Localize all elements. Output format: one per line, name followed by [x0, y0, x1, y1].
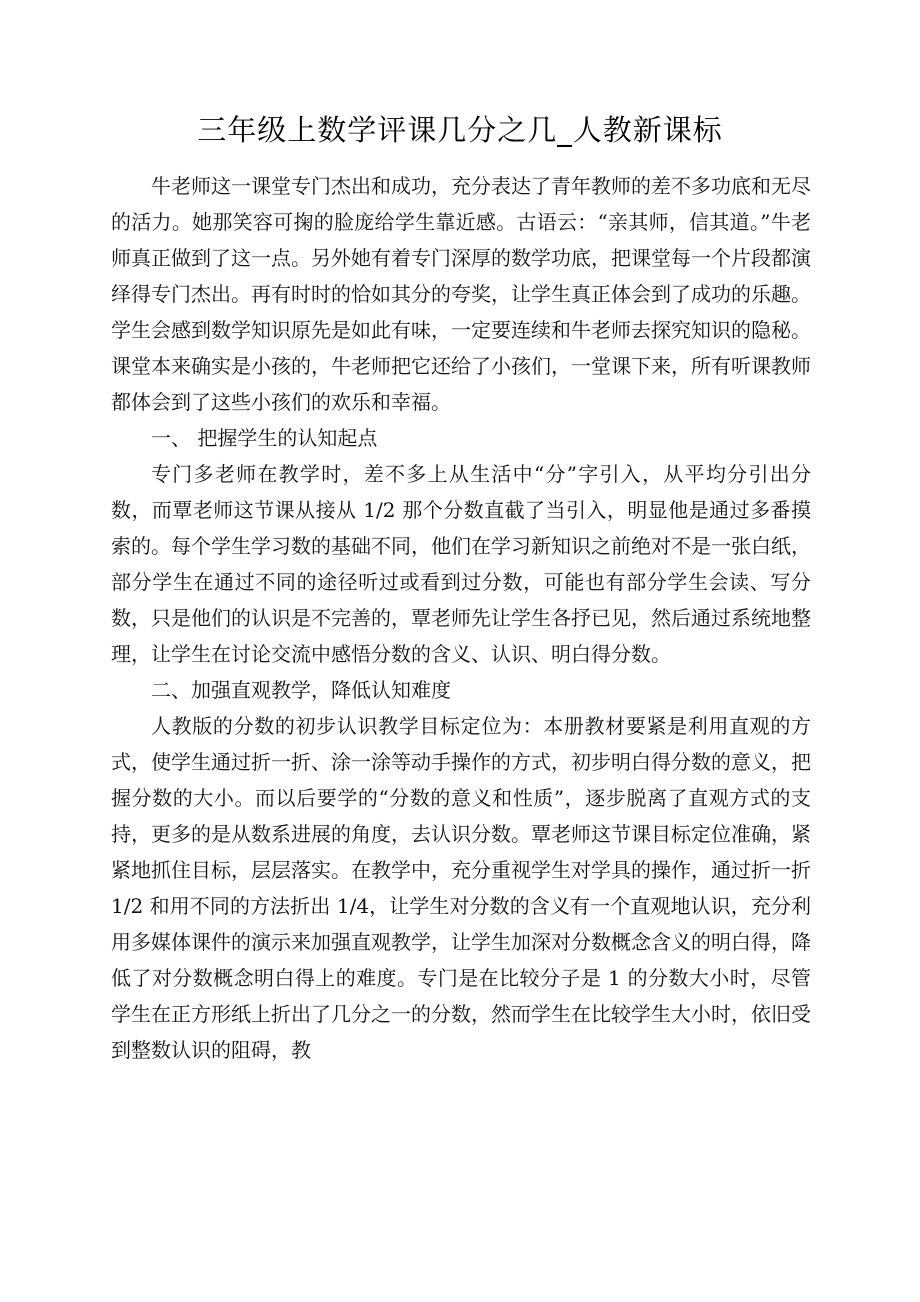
paragraph-section-1: 专门多老师在教学时，差不多上从生活中“分”字引入，从平均分引出分数，而覃老师这节课从接从 1/2 那个分数直截了当引入，明显他是通过多番摸索的。每个学生学习数的基础不同，他们在学习新知识之前绝对不是一张白纸，部分学生在通过不同的途径听过或看到过分数，可能也有部分学生会读、写分数，只是他们的认识是不完善的，覃老师先让学生各抒已见，然后通过系统地整理，让学生在讨论交流中感悟分数的含义、认识、明白得分数。	[111, 462, 811, 666]
section-heading-2: 二、加强直观教学，降低认知难度	[151, 678, 451, 702]
page-title: 三年级上数学评课几分之几_人教新课标	[197, 113, 723, 147]
paragraph-section-2: 人教版的分数的初步认识教学目标定位为：本册教材要紧是利用直观的方式，使学生通过折一折、涂一涂等动手操作的方式，初步明白得分数的意义，把握分数的大小。而以后要学的“分数的意义和性质”，逐步脱离了直观方式的支持，更多的是从数系进展的角度，去认识分数。覃老师这节课目标定位准确，紧紧地抓住目标，层层落实。在教学中，充分重视学生对学具的操作，通过折一折 1/2 和用不同的方法折出 1/4，让学生对分数的含义有一个直观地认识，充分利用多媒体课件的演示来加强直观教学，让学生加深对分数概念含义的明白得，降低了对分数概念明白得上的难度。专门是在比较分子是 1 的分数大小时，尽管学生在正方形纸上折出了几分之一的分数，然而学生在比较学生大小时，依旧受到整数认识的阻碍，教	[111, 714, 811, 1062]
document-body	[111, 168, 811, 1068]
paragraph-intro: 牛老师这一课堂专门杰出和成功，充分表达了青年教师的差不多功底和无尽的活力。她那笑容可掬的脸庞给学生靠近感。古语云：“亲其师，信其道。”牛老师真正做到了这一点。另外她有着专门深厚的数学功底，把课堂每一个片段都演绎得专门杰出。再有时时的恰如其分的夸奖，让学生真正体会到了成功的乐趣。学生会感到数学知识原先是如此有味，一定要连续和牛老师去探究知识的隐秘。课堂本来确实是小孩的，牛老师把它还给了小孩们，一堂课下来，所有听课教师都体会到了这些小孩们的欢乐和幸福。	[111, 174, 811, 414]
section-heading-1: 一、 把握学生的认知起点	[151, 426, 378, 450]
